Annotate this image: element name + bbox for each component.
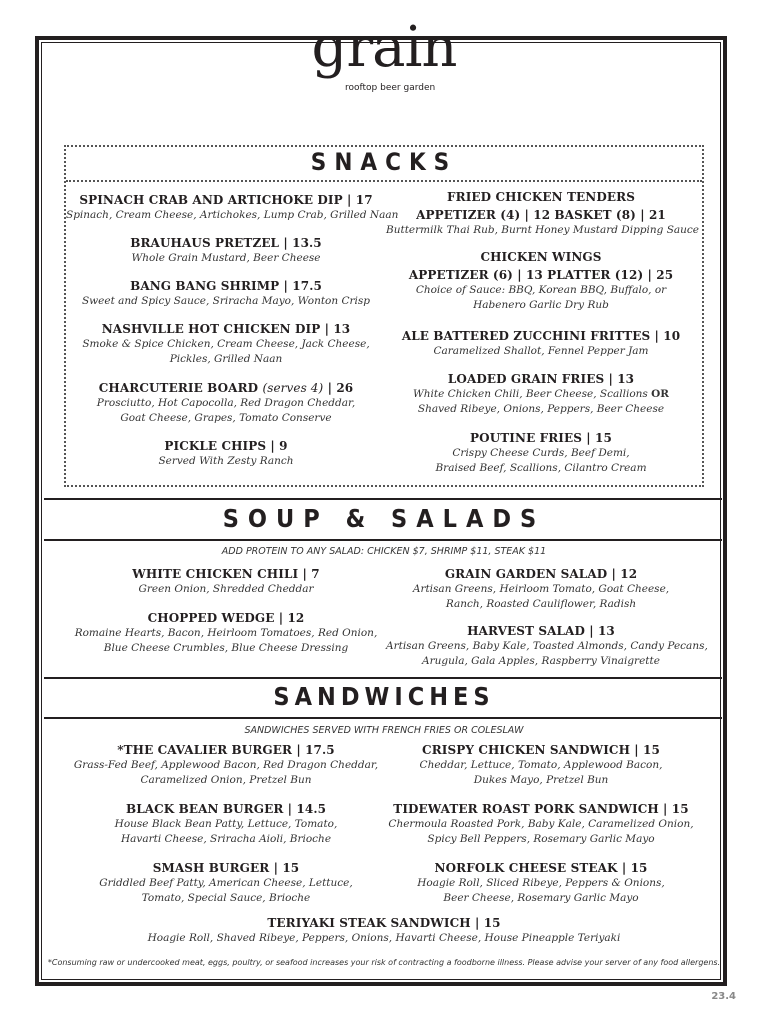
item-desc: Havarti Cheese, Sriracha Aioli, Brioche <box>120 833 332 845</box>
menu-item <box>66 611 386 656</box>
menu-item <box>386 624 708 669</box>
item-name-main: CHARCUTERIE BOARD <box>98 381 263 395</box>
item-price: | 26 <box>323 381 354 395</box>
menu-item <box>386 431 696 476</box>
menu-item <box>66 743 386 788</box>
item-desc: Artisan Greens, Baby Kale, Toasted Almonds, Candy Pecans, <box>386 640 708 652</box>
item-desc: Crispy Cheese Curds, Beef Demi, <box>452 447 630 459</box>
item-name: LOADED GRAIN FRIES | 13 <box>447 372 635 386</box>
item-name: SPINACH CRAB AND ARTICHOKE DIP | 17 <box>79 193 373 207</box>
item-desc: Smoke & Spice Chicken, Cream Cheese, Jack Cheese, <box>82 338 370 350</box>
menu-item <box>66 861 386 906</box>
menu-item <box>66 236 386 266</box>
item-desc: Shaved Ribeye, Onions, Peppers, Beer Cheese <box>417 403 665 415</box>
item-desc-a: White Chicken Chili, Beer Cheese, Scallions <box>412 388 648 400</box>
item-name: APPETIZER (4) | 12 BASKET (8) | 21 <box>416 208 666 222</box>
menu-item <box>66 279 386 309</box>
brand-logo <box>0 15 768 80</box>
item-desc: Artisan Greens, Heirloom Tomato, Goat Cheese, <box>412 583 670 595</box>
item-desc: Chermoula Roasted Pork, Baby Kale, Caramelized Onion, <box>388 818 694 830</box>
item-name <box>66 381 386 396</box>
item-desc: Cheddar, Lettuce, Tomato, Applewood Bacon, <box>419 759 663 771</box>
item-name: NORFOLK CHEESE STEAK | 15 <box>434 861 648 875</box>
item-desc: Romaine Hearts, Bacon, Heirloom Tomatoes, Red Onion, <box>74 627 378 639</box>
section-rule <box>44 717 722 719</box>
item-name: PICKLE CHIPS | 9 <box>164 439 288 453</box>
snacks-divider <box>66 180 702 182</box>
item-desc: Ranch, Roasted Cauliflower, Radish <box>445 598 637 610</box>
section-rule <box>44 539 722 541</box>
item-desc: Choice of Sauce: BBQ, Korean BBQ, Buffalo, or <box>415 284 667 296</box>
item-desc: Dukes Mayo, Pretzel Bun <box>473 774 609 786</box>
menu-item <box>66 916 702 946</box>
item-desc: Served With Zesty Ranch <box>158 455 294 467</box>
item-desc: House Black Bean Patty, Lettuce, Tomato, <box>114 818 338 830</box>
item-desc: Caramelized Shallot, Fennel Pepper Jam <box>433 345 649 357</box>
item-desc: Whole Grain Mustard, Beer Cheese <box>131 252 321 264</box>
menu-item <box>386 329 696 359</box>
item-name: ALE BATTERED ZUCCHINI FRITTES | 10 <box>401 329 681 343</box>
item-name: FRIED CHICKEN TENDERS <box>447 190 635 204</box>
item-desc: Grass-Fed Beef, Applewood Bacon, Red Dragon Cheddar, <box>73 759 379 771</box>
sandwiches-note: SANDWICHES SERVED WITH FRENCH FRIES OR COLESLAW <box>244 725 524 736</box>
item-desc: Pickles, Grilled Naan <box>169 353 283 365</box>
item-desc: Arugula, Gala Apples, Raspberry Vinaigrette <box>422 655 660 667</box>
menu-item <box>66 322 386 367</box>
item-name: HARVEST SALAD | 13 <box>467 624 615 638</box>
brand-tagline: rooftop beer garden <box>345 83 436 93</box>
item-desc: Braised Beef, Scallions, Cilantro Cream <box>435 462 647 474</box>
item-name: BRAUHAUS PRETZEL | 13.5 <box>130 236 322 250</box>
item-desc: Habenero Garlic Dry Rub <box>473 299 609 311</box>
menu-item <box>66 567 386 597</box>
item-desc: Sweet and Spicy Sauce, Sriracha Mayo, Wonton Crisp <box>81 295 370 307</box>
item-desc: Hoagie Roll, Shaved Ribeye, Peppers, Onions, Havarti Cheese, House Pineapple Teriyaki <box>147 932 621 944</box>
menu-item <box>66 802 386 847</box>
item-name: SMASH BURGER | 15 <box>152 861 300 875</box>
item-desc: Caramelized Onion, Pretzel Bun <box>140 774 312 786</box>
section-rule <box>44 677 722 679</box>
item-desc: Tomato, Special Sauce, Brioche <box>141 892 311 904</box>
soups-title: SOUP & SALADS <box>222 504 546 533</box>
item-name: TERIYAKI STEAK SANDWICH | 15 <box>267 916 501 930</box>
snacks-title: SNACKS <box>310 148 458 176</box>
item-name: APPETIZER (6) | 13 PLATTER (12) | 25 <box>408 268 674 282</box>
item-desc: Beer Cheese, Rosemary Garlic Mayo <box>443 892 639 904</box>
allergen-footnote: *Consuming raw or undercooked meat, eggs, poultry, or seafood increases your risk of contracting a foodborne illness. Please advise your server of any food allergens. <box>47 958 721 967</box>
item-serves: (serves 4) <box>262 381 324 395</box>
item-desc: Green Onion, Shredded Cheddar <box>138 583 314 595</box>
section-rule <box>44 498 722 500</box>
item-name: TIDEWATER ROAST PORK SANDWICH | 15 <box>393 802 689 816</box>
item-desc-or: OR <box>651 388 670 400</box>
item-name: GRAIN GARDEN SALAD | 12 <box>444 567 638 581</box>
menu-item <box>66 381 386 426</box>
menu-item <box>386 190 700 238</box>
brand-name: grain <box>311 15 457 80</box>
menu-item <box>386 372 696 417</box>
menu-item <box>66 193 399 223</box>
item-name: BLACK BEAN BURGER | 14.5 <box>125 802 327 816</box>
item-desc: Goat Cheese, Grapes, Tomato Conserve <box>120 412 332 424</box>
menu-item <box>386 567 696 612</box>
item-desc: Spicy Bell Peppers, Rosemary Garlic Mayo <box>427 833 655 845</box>
menu-item <box>386 861 696 906</box>
item-desc: Spinach, Cream Cheese, Artichokes, Lump Crab, Grilled Naan <box>66 209 399 221</box>
item-desc: Buttermilk Thai Rub, Burnt Honey Mustard Dipping Sauce <box>386 224 700 236</box>
item-name: CHICKEN WINGS <box>480 250 602 264</box>
item-name: NASHVILLE HOT CHICKEN DIP | 13 <box>101 322 351 336</box>
item-name: *THE CAVALIER BURGER | 17.5 <box>117 743 335 757</box>
menu-item <box>386 743 696 788</box>
menu-item <box>386 802 696 847</box>
item-desc: Prosciutto, Hot Capocolla, Red Dragon Cheddar, <box>96 397 356 409</box>
menu-item <box>386 250 696 313</box>
item-name: WHITE CHICKEN CHILI | 7 <box>132 567 320 581</box>
menu-item <box>66 439 386 469</box>
item-name: BANG BANG SHRIMP | 17.5 <box>130 279 322 293</box>
item-name: CHOPPED WEDGE | 12 <box>147 611 305 625</box>
item-name: POUTINE FRIES | 15 <box>470 431 612 445</box>
item-desc: Griddled Beef Patty, American Cheese, Lettuce, <box>99 877 353 889</box>
item-desc <box>386 387 696 402</box>
item-desc: Hoagie Roll, Sliced Ribeye, Peppers & Onions, <box>417 877 665 889</box>
item-name: CRISPY CHICKEN SANDWICH | 15 <box>422 743 660 757</box>
item-desc: Blue Cheese Crumbles, Blue Cheese Dressing <box>103 642 349 654</box>
menu-version: 23.4 <box>711 991 736 1002</box>
sandwiches-title: SANDWICHES <box>273 682 495 711</box>
soups-note: ADD PROTEIN TO ANY SALAD: CHICKEN $7, SHRIMP $11, STEAK $11 <box>221 546 547 557</box>
